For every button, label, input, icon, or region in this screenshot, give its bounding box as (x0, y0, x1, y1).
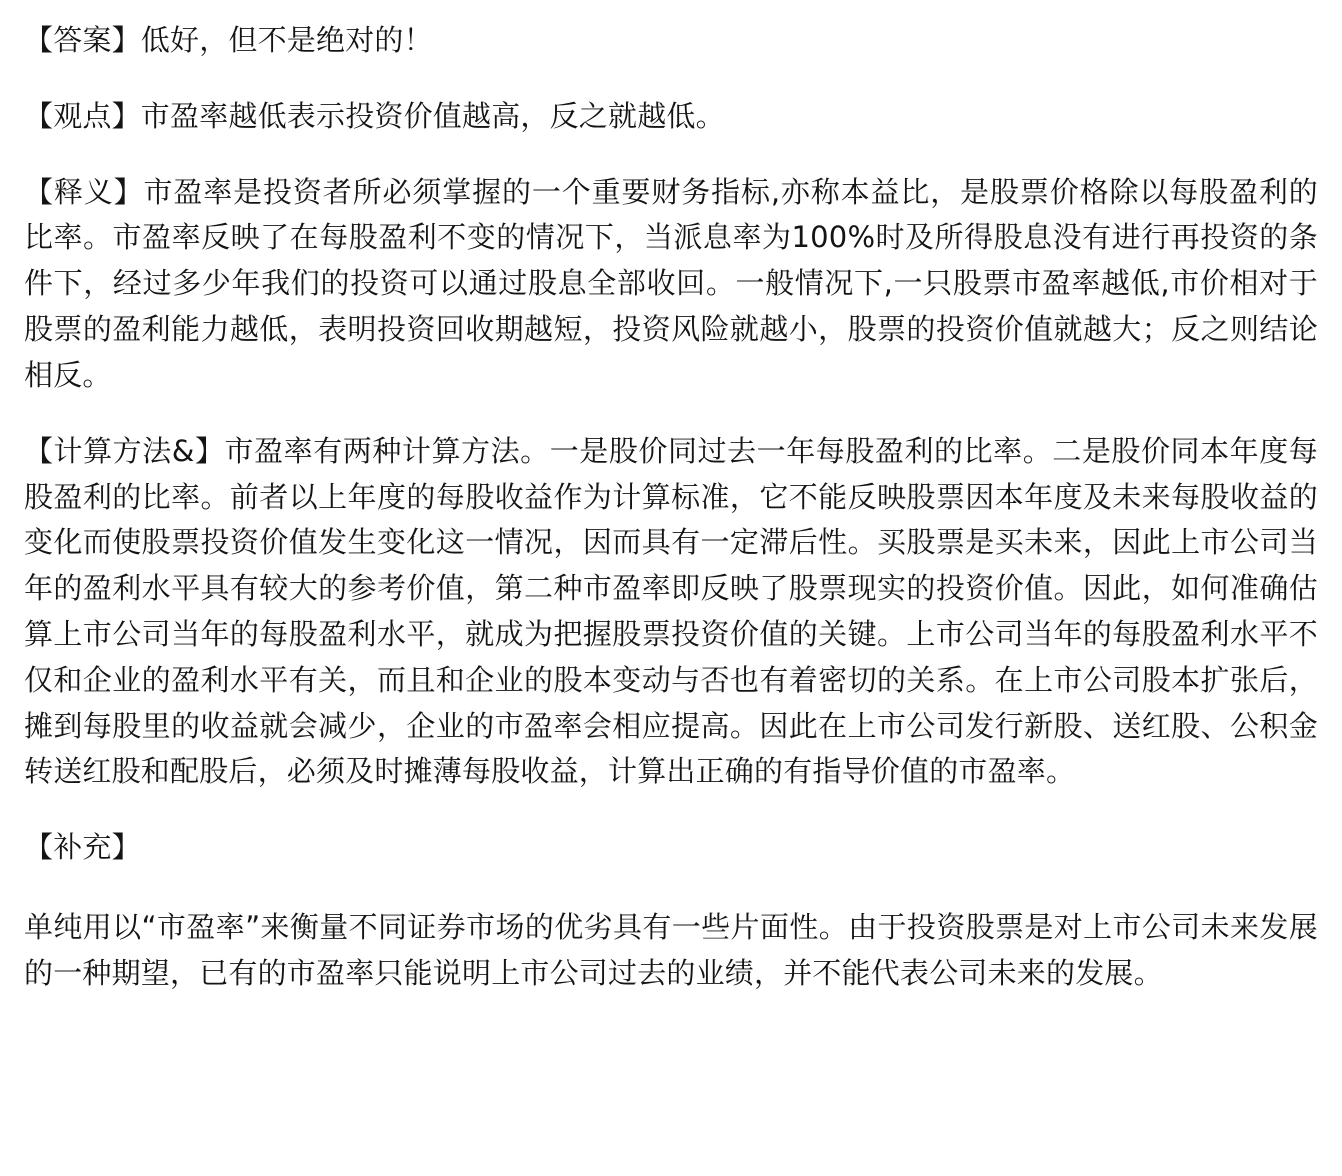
paragraph-viewpoint: 【观点】市盈率越低表示投资价值越高，反之就越低。 (24, 98, 725, 133)
paragraph-supplement-heading: 【补充】 (24, 830, 141, 865)
paragraph-calculation-method: 【计算方法&】市盈率有两种计算方法。一是股价同过去一年每股盈利的比率。二是股价同本年度每股盈利的比率。前者以上年度的每股收益作为计算标准，它不能反映股票因本年度及未来每股收益的变化而使股票投资价值发生变化这一情况，因而具有一定滞后性。买股票是买未来，因此上市公司当年的盈利水平具有较大的参考价值，第二种市盈率即反映了股票现实的投资价值。因此，如何准确估算上市公司当年的每股盈利水平，就成为把握股票投资价值的关键。上市公司当年的每股盈利水平不仅和企业的盈利水平有关，而且和企业的股本变动与否也有着密切的关系。在上市公司股本扩张后，摊到每股里的收益就会减少，企业的市盈率会相应提高。因此在上市公司发行新股、送红股、公积金转送红股和配股后，必须及时摊薄每股收益，计算出正确的有指导价值的市盈率。 (24, 433, 1318, 789)
paragraph-supplement-body: 单纯用以“市盈率”来衡量不同证券市场的优劣具有一些片面性。由于投资股票是对上市公司未来发展的一种期望，已有的市盈率只能说明上市公司过去的业绩，并不能代表公司未来的发展。 (24, 910, 1318, 990)
paragraph-definition: 【释义】市盈率是投资者所必须掌握的一个重要财务指标,亦称本益比，是股票价格除以每股盈利的比率。市盈率反映了在每股盈利不变的情况下，当派息率为100%时及所得股息没有进行再投资的条件下，经过多少年我们的投资可以通过股息全部收回。一般情况下,一只股票市盈率越低,市价相对于股票的盈利能力越低，表明投资回收期越短，投资风险就越小，股票的投资价值就越大；反之则结论相反。 (24, 174, 1318, 392)
paragraph-answer: 【答案】低好，但不是绝对的！ (24, 23, 433, 57)
